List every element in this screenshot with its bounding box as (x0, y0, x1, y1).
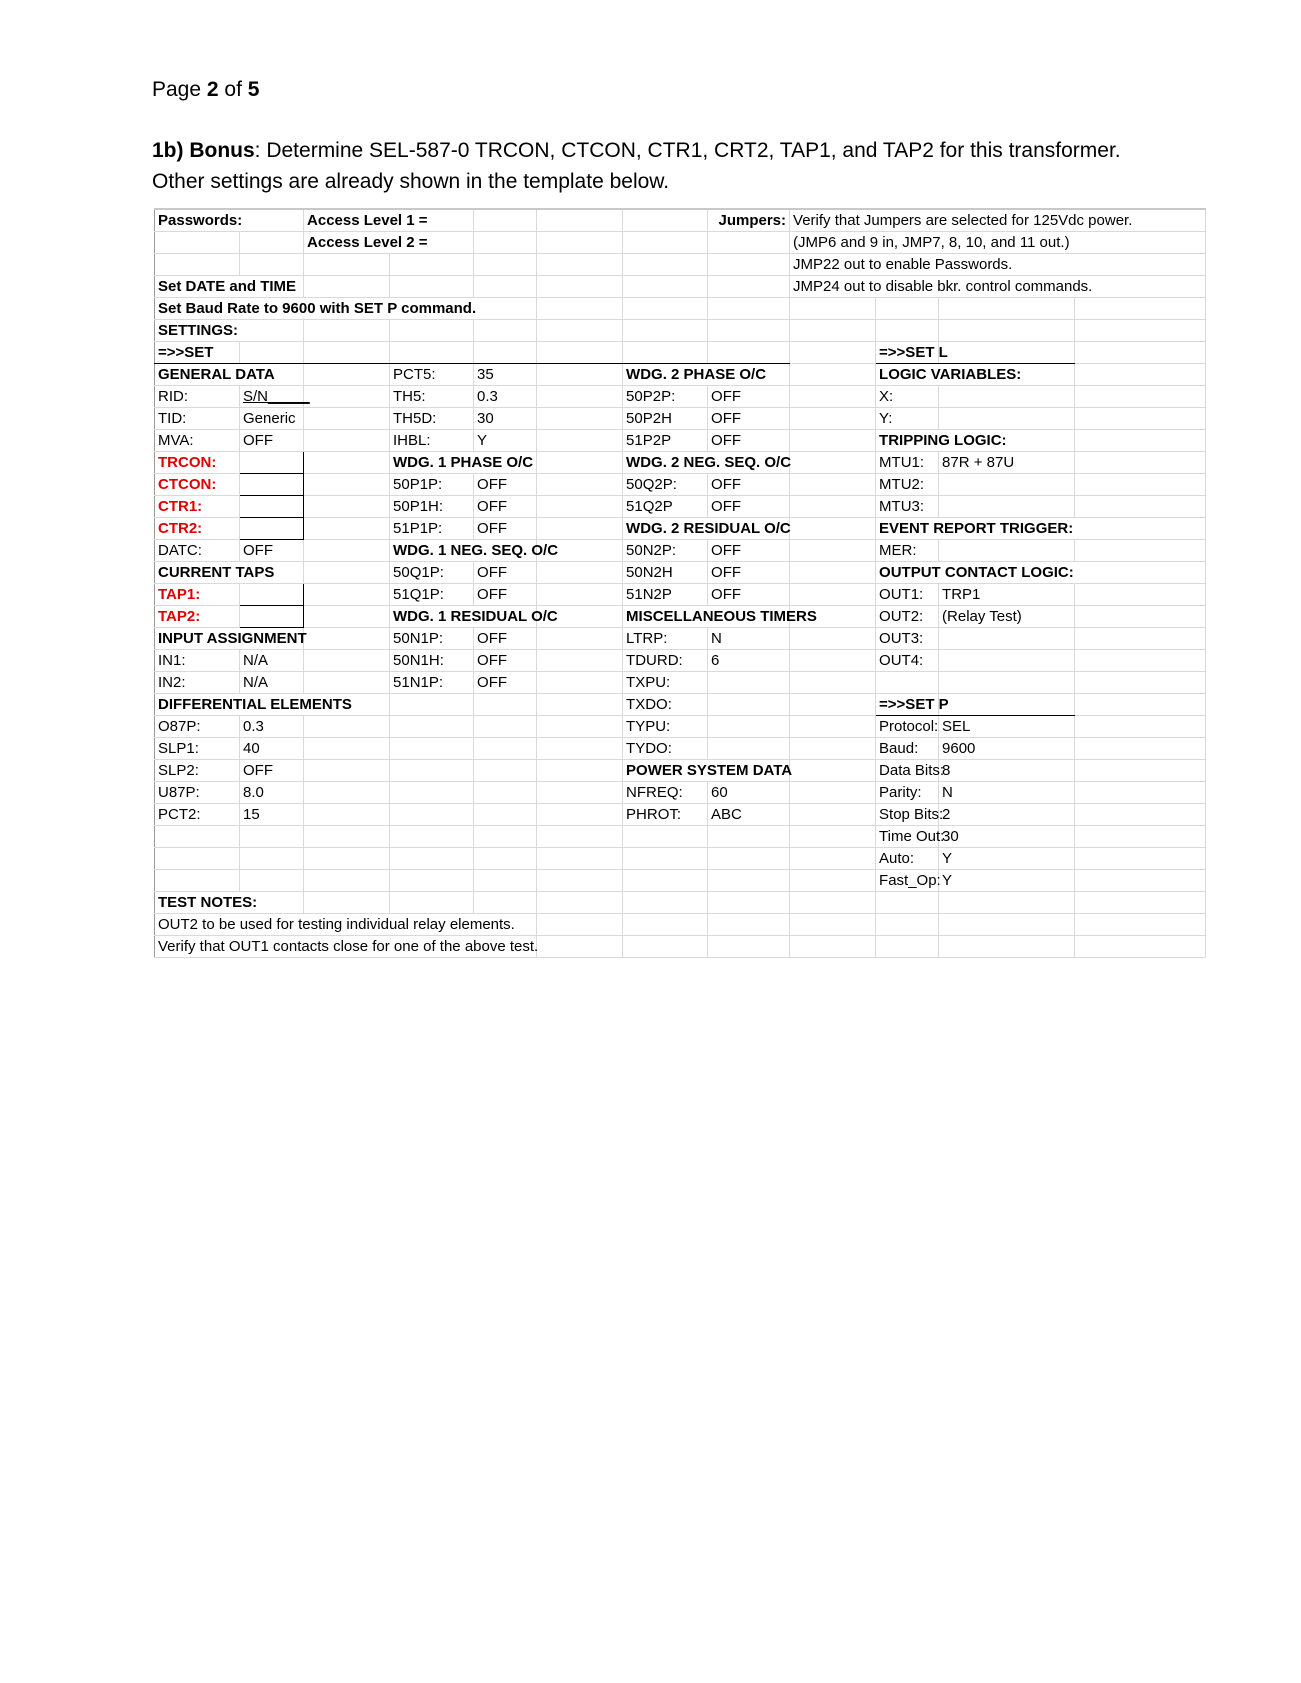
tdurd-value: 6 (708, 650, 790, 672)
parity-value: N (939, 782, 1075, 804)
table-row (155, 936, 1206, 958)
50p2h-label: 50P2H (623, 408, 708, 430)
set-p-command: =>>SET P (876, 694, 939, 716)
table-row (155, 584, 1206, 606)
trcon-input-box[interactable] (240, 452, 304, 474)
test-notes-heading: TEST NOTES: (155, 892, 304, 914)
auto-label: Auto: (876, 848, 939, 870)
table-row (155, 276, 1206, 298)
wdg1-residual-heading: WDG. 1 RESIDUAL O/C (390, 606, 537, 628)
mer-label: MER: (876, 540, 939, 562)
jumpers-line-4: JMP24 out to disable bkr. control commands. (790, 276, 1206, 298)
tripping-logic-heading: TRIPPING LOGIC: (876, 430, 1075, 452)
table-row (155, 738, 1206, 760)
50q1p-label: 50Q1P: (390, 562, 474, 584)
ctr2-input-box[interactable] (240, 518, 304, 540)
wdg1-neg-seq-heading: WDG. 1 NEG. SEQ. O/C (390, 540, 537, 562)
wdg2-phase-heading: WDG. 2 PHASE O/C (623, 364, 790, 386)
misc-timers-heading: MISCELLANEOUS TIMERS (623, 606, 790, 628)
table-row (155, 474, 1206, 496)
table-row (155, 540, 1206, 562)
51p2p-label: 51P2P (623, 430, 708, 452)
table-row (155, 254, 1206, 276)
pct2-label: PCT2: (155, 804, 240, 826)
settings-sheet (154, 208, 1205, 958)
txdo-label: TXDO: (623, 694, 708, 716)
50p1h-value: OFF (474, 496, 537, 518)
out1-value: TRP1 (939, 584, 1075, 606)
table-row (155, 672, 1206, 694)
ltrp-value: N (708, 628, 790, 650)
table-row (155, 650, 1206, 672)
th5d-value: 30 (474, 408, 537, 430)
51q1p-label: 51Q1P: (390, 584, 474, 606)
wdg2-neg-seq-heading: WDG. 2 NEG. SEQ. O/C (623, 452, 790, 474)
51q1p-value: OFF (474, 584, 537, 606)
50n1p-label: 50N1P: (390, 628, 474, 650)
table-row (155, 320, 1206, 342)
jumpers-line-2: (JMP6 and 9 in, JMP7, 8, 10, and 11 out.) (790, 232, 1206, 254)
rid-value: S/N_____ (243, 388, 310, 405)
51q2p-value: OFF (708, 496, 790, 518)
table-row (155, 386, 1206, 408)
51p1p-value: OFF (474, 518, 537, 540)
out2-label: OUT2: (876, 606, 939, 628)
table-row (155, 628, 1206, 650)
table-row (155, 562, 1206, 584)
fast-op-label: Fast_Op: (876, 870, 939, 892)
output-contact-heading: OUTPUT CONTACT LOGIC: (876, 562, 1206, 584)
question-label: 1b) Bonus (152, 139, 255, 162)
51n2p-label: 51N2P (623, 584, 708, 606)
nfreq-label: NFREQ: (623, 782, 708, 804)
table-row (155, 716, 1206, 738)
slp1-value: 40 (240, 738, 304, 760)
50q2p-value: OFF (708, 474, 790, 496)
settings-table (154, 208, 1206, 958)
th5-label: TH5: (390, 386, 474, 408)
tap2-label: TAP2: (155, 606, 240, 628)
th5d-label: TH5D: (390, 408, 474, 430)
ctcon-label: CTCON: (155, 474, 240, 496)
50n1h-label: 50N1H: (390, 650, 474, 672)
table-row (155, 232, 1206, 254)
stop-bits-label: Stop Bits: (876, 804, 939, 826)
set-command: =>>SET (155, 342, 240, 364)
nfreq-value: 60 (708, 782, 790, 804)
50n1p-value: OFF (474, 628, 537, 650)
jumpers-label: Jumpers: (708, 209, 790, 232)
jumpers-line-1: Verify that Jumpers are selected for 125Vdc power. (790, 209, 1206, 232)
protocol-value: SEL (939, 716, 1075, 738)
auto-value: Y (939, 848, 1075, 870)
jumpers-line-3: JMP22 out to enable Passwords. (790, 254, 1206, 276)
in1-label: IN1: (155, 650, 240, 672)
settings-label: SETTINGS: (155, 320, 304, 342)
tap1-input-box[interactable] (240, 584, 304, 606)
50p1p-label: 50P1P: (390, 474, 474, 496)
y-label: Y: (876, 408, 939, 430)
data-bits-label: Data Bits: (876, 760, 939, 782)
event-report-heading: EVENT REPORT TRIGGER: (876, 518, 1206, 540)
table-row (155, 298, 1206, 320)
page-number: Page 2 of 5 (152, 78, 260, 101)
time-out-value: 30 (939, 826, 1075, 848)
table-row (155, 848, 1206, 870)
question-text: : Determine SEL-587-0 TRCON, CTCON, CTR1, CRT2, TAP1, and TAP2 for this transformer. Other settings are already shown in the template below. (152, 139, 1121, 193)
50q1p-value: OFF (474, 562, 537, 584)
out3-label: OUT3: (876, 628, 939, 650)
table-row (155, 430, 1206, 452)
set-baud-rate: Set Baud Rate to 9600 with SET P command. (155, 298, 537, 320)
tid-value: Generic (240, 408, 304, 430)
access-level-2: Access Level 2 = (304, 232, 474, 254)
table-row (155, 496, 1206, 518)
ihbl-value: Y (474, 430, 537, 452)
table-row (155, 364, 1206, 386)
pct2-value: 15 (240, 804, 304, 826)
51q2p-label: 51Q2P (623, 496, 708, 518)
protocol-label: Protocol: (876, 716, 939, 738)
typu-label: TYPU: (623, 716, 708, 738)
u87p-label: U87P: (155, 782, 240, 804)
wdg1-phase-heading: WDG. 1 PHASE O/C (390, 452, 537, 474)
table-row (155, 606, 1206, 628)
data-bits-value: 8 (939, 760, 1075, 782)
50n2h-label: 50N2H (623, 562, 708, 584)
mtu1-label: MTU1: (876, 452, 939, 474)
wdg2-residual-heading: WDG. 2 RESIDUAL O/C (623, 518, 790, 540)
slp2-value: OFF (240, 760, 304, 782)
passwords-label: Passwords: (155, 209, 304, 232)
fast-op-value: Y (939, 870, 1075, 892)
baud-label: Baud: (876, 738, 939, 760)
51n1p-label: 51N1P: (390, 672, 474, 694)
table-row (155, 804, 1206, 826)
tdurd-label: TDURD: (623, 650, 708, 672)
table-row (155, 452, 1206, 474)
trcon-label: TRCON: (155, 452, 240, 474)
o87p-label: O87P: (155, 716, 240, 738)
51p2p-value: OFF (708, 430, 790, 452)
51n1p-value: OFF (474, 672, 537, 694)
table-row (155, 518, 1206, 540)
50p1h-label: 50P1H: (390, 496, 474, 518)
50n2h-value: OFF (708, 562, 790, 584)
time-out-label: Time Out: (876, 826, 939, 848)
ctcon-input-box[interactable] (240, 474, 304, 496)
ihbl-label: IHBL: (390, 430, 474, 452)
in2-value: N/A (240, 672, 304, 694)
out4-label: OUT4: (876, 650, 939, 672)
stop-bits-value: 2 (939, 804, 1075, 826)
table-row (155, 892, 1206, 914)
51n2p-value: OFF (708, 584, 790, 606)
datc-label: DATC: (155, 540, 240, 562)
50n2p-value: OFF (708, 540, 790, 562)
50p2p-label: 50P2P: (623, 386, 708, 408)
tydo-label: TYDO: (623, 738, 708, 760)
o87p-value: 0.3 (240, 716, 304, 738)
tap1-label: TAP1: (155, 584, 240, 606)
table-row (155, 694, 1206, 716)
set-l-command: =>>SET L (876, 342, 939, 364)
50n2p-label: 50N2P: (623, 540, 708, 562)
rid-label: RID: (155, 386, 240, 408)
out2-value: (Relay Test) (939, 606, 1075, 628)
ctr1-input-box[interactable] (240, 496, 304, 518)
table-row (155, 209, 1206, 232)
ltrp-label: LTRP: (623, 628, 708, 650)
datc-value: OFF (240, 540, 304, 562)
mva-value: OFF (240, 430, 304, 452)
x-label: X: (876, 386, 939, 408)
logic-variables-heading: LOGIC VARIABLES: (876, 364, 1075, 386)
mtu3-label: MTU3: (876, 496, 939, 518)
mva-label: MVA: (155, 430, 240, 452)
parity-label: Parity: (876, 782, 939, 804)
phrot-value: ABC (708, 804, 790, 826)
general-data-heading: GENERAL DATA (155, 364, 304, 386)
table-row (155, 342, 1206, 364)
50n1h-value: OFF (474, 650, 537, 672)
current-taps-heading: CURRENT TAPS (155, 562, 304, 584)
input-assignment-heading: INPUT ASSIGNMENT (155, 628, 304, 650)
table-row (155, 826, 1206, 848)
th5-value: 0.3 (474, 386, 537, 408)
set-date-time: Set DATE and TIME (155, 276, 304, 298)
50p1p-value: OFF (474, 474, 537, 496)
power-system-heading: POWER SYSTEM DATA (623, 760, 790, 782)
pct5-value: 35 (474, 364, 537, 386)
in1-value: N/A (240, 650, 304, 672)
txpu-label: TXPU: (623, 672, 708, 694)
out1-label: OUT1: (876, 584, 939, 606)
mtu1-value: 87R + 87U (939, 452, 1075, 474)
phrot-label: PHROT: (623, 804, 708, 826)
in2-label: IN2: (155, 672, 240, 694)
tap2-input-box[interactable] (240, 606, 304, 628)
slp1-label: SLP1: (155, 738, 240, 760)
u87p-value: 8.0 (240, 782, 304, 804)
differential-heading: DIFFERENTIAL ELEMENTS (155, 694, 390, 716)
table-row (155, 760, 1206, 782)
slp2-label: SLP2: (155, 760, 240, 782)
access-level-1: Access Level 1 = (304, 209, 474, 232)
test-note-1: OUT2 to be used for testing individual relay elements. (155, 914, 537, 936)
50p2h-value: OFF (708, 408, 790, 430)
51p1p-label: 51P1P: (390, 518, 474, 540)
50q2p-label: 50Q2P: (623, 474, 708, 496)
table-row (155, 870, 1206, 892)
mtu2-label: MTU2: (876, 474, 939, 496)
table-row (155, 782, 1206, 804)
ctr2-label: CTR2: (155, 518, 240, 540)
table-row (155, 408, 1206, 430)
baud-value: 9600 (939, 738, 1075, 760)
ctr1-label: CTR1: (155, 496, 240, 518)
pct5-label: PCT5: (390, 364, 474, 386)
test-note-2: Verify that OUT1 contacts close for one of the above test. (155, 936, 537, 958)
tid-label: TID: (155, 408, 240, 430)
table-row (155, 914, 1206, 936)
50p2p-value: OFF (708, 386, 790, 408)
question-intro (152, 135, 1162, 197)
